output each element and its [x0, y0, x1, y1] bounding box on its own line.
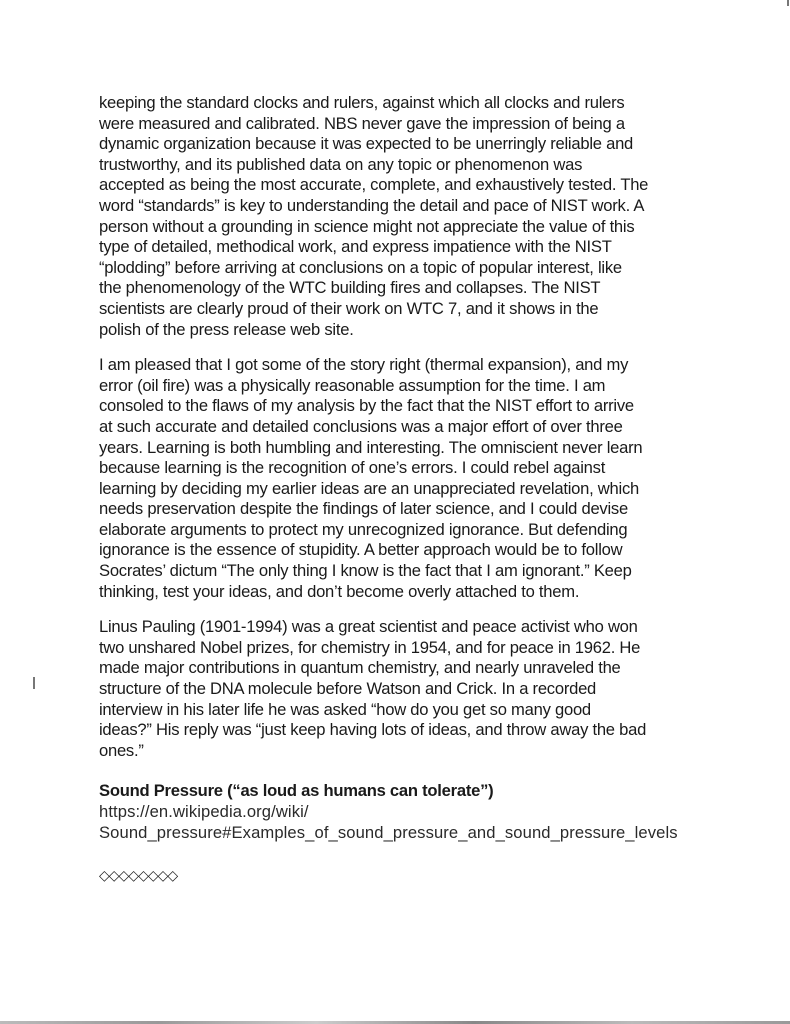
text-line: accepted as being the most accurate, complete, and exhaustively tested. The [99, 175, 649, 195]
text-line: scientists are clearly proud of their work on WTC 7, and it shows in the [99, 298, 599, 318]
text-line: learning by deciding my earlier ideas are an unappreciated revelation, which [99, 478, 639, 498]
text-line: structure of the DNA molecule before Watson and Crick. In a recorded [99, 679, 597, 699]
url-link-line[interactable]: https://en.wikipedia.org/wiki/ [99, 802, 309, 821]
text-line: polish of the press release web site. [99, 319, 354, 339]
text-line: dynamic organization because it was expected to be unerringly reliable and [99, 134, 634, 154]
text-line: Linus Pauling (1901-1994) was a great scientist and peace activist who won [99, 617, 638, 637]
text-line: at such accurate and detailed conclusions was a major effort of over three [99, 416, 623, 436]
text-line: two unshared Nobel prizes, for chemistry in 1954, and for peace in 1962. He [99, 637, 641, 657]
text-line: thinking, test your ideas, and don’t become overly attached to them. [99, 581, 580, 601]
section-sound-pressure [99, 781, 699, 843]
paragraph-linus-pauling [99, 617, 699, 761]
text-line: years. Learning is both humbling and interesting. The omniscient never learn [99, 437, 643, 457]
url-link-line[interactable]: Sound_pressure#Examples_of_sound_pressure_and_sound_pressure_levels [99, 822, 678, 842]
text-line: I am pleased that I got some of the story right (thermal expansion), and my [99, 355, 629, 375]
text-line: keeping the standard clocks and rulers, against which all clocks and rulers [99, 93, 625, 112]
text-line: error (oil fire) was a physically reasonable assumption for the time. I am [99, 375, 606, 395]
text-line: ignorance is the essence of stupidity. A better approach would be to follow [99, 540, 623, 560]
text-line: made major contributions in quantum chemistry, and nearly unraveled the [99, 658, 621, 678]
text-line: ideas?” His reply was “just keep having lots of ideas, and throw away the bad [99, 720, 647, 740]
paragraph-learning [99, 355, 699, 602]
text-line: Socrates’ dictum “The only thing I know is the fact that I am ignorant.” Keep [99, 561, 632, 581]
text-line: ones.” [99, 740, 144, 760]
document-page [99, 93, 699, 886]
text-line: were measured and calibrated. NBS never gave the impression of being a [99, 113, 625, 133]
text-line: because learning is the recognition of one’s errors. I could rebel against [99, 458, 606, 478]
text-line: consoled to the flaws of my analysis by the fact that the NIST effort to arrive [99, 396, 634, 416]
text-line: elaborate arguments to protect my unrecognized ignorance. But defending [99, 519, 628, 539]
paragraph-nbs-standards [99, 93, 699, 340]
text-line: needs preservation despite the findings of later science, and I could devise [99, 499, 628, 519]
text-line: trustworthy, and its published data on any topic or phenomenon was [99, 154, 583, 174]
text-line: person without a grounding in science might not appreciate the value of this [99, 216, 635, 236]
text-line: the phenomenology of the WTC building fires and collapses. The NIST [99, 278, 601, 298]
text-line: word “standards” is key to understanding the detail and pace of NIST work. A [99, 195, 645, 215]
text-line: “plodding” before arriving at conclusions on a topic of popular interest, like [99, 257, 622, 277]
section-heading: Sound Pressure (“as loud as humans can tolerate”) [99, 781, 494, 801]
text-line: interview in his later life he was asked “how do you get so many good [99, 699, 591, 719]
diamond-ornament-divider: ◇◇◇◇◇◇◇◇ [99, 867, 178, 884]
text-line: type of detailed, methodical work, and express impatience with the NIST [99, 237, 612, 257]
scan-speck-mark [33, 677, 35, 689]
scan-edge-mark [787, 0, 789, 6]
